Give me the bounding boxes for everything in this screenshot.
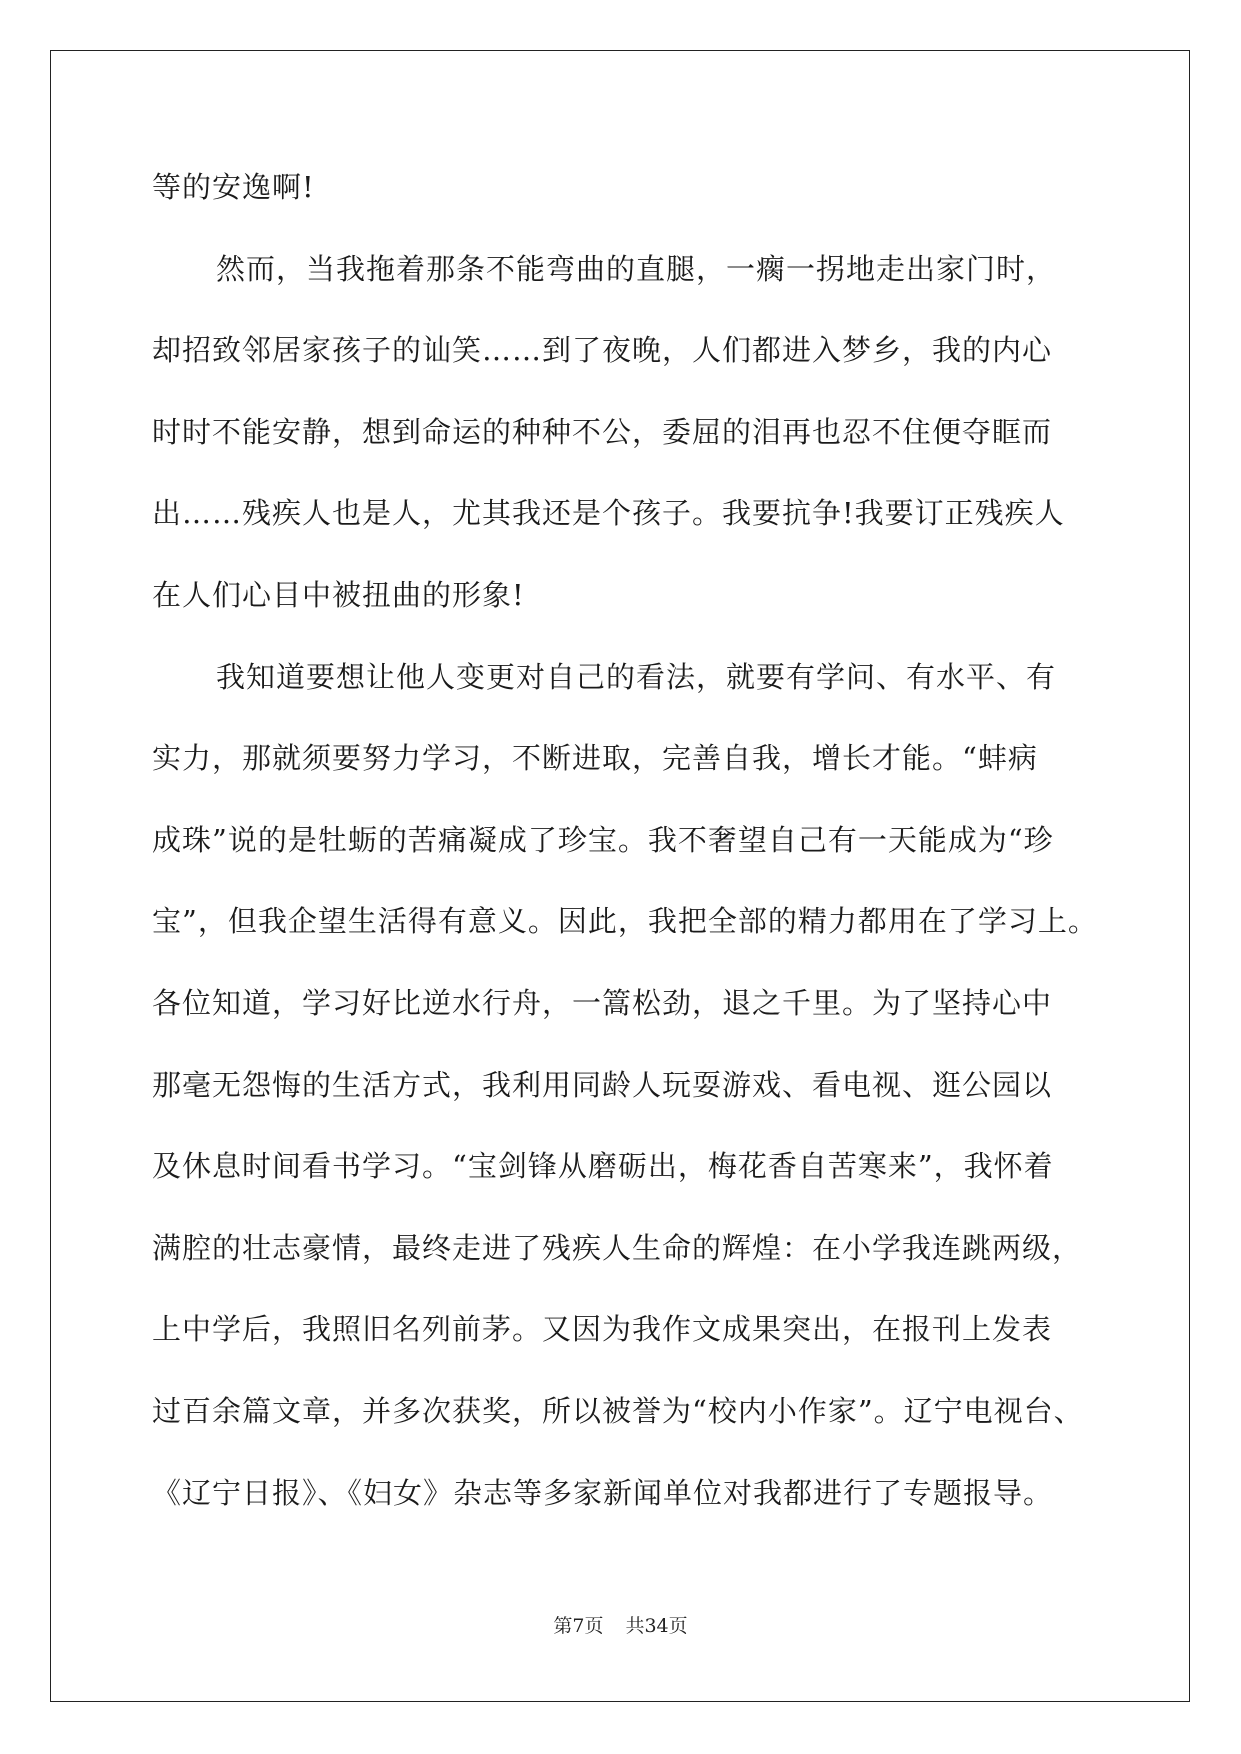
- document-body: [152, 162, 1102, 1549]
- text-line: 那毫无怨悔的生活方式，我利用同龄人玩耍游戏、看电视、逛公园以: [152, 1067, 1053, 1102]
- text-line: 《辽宁日报》、《妇女》杂志等多家新闻单位对我都进行了专题报导。: [152, 1475, 1054, 1510]
- text-line: 及休息时间看书学习。“宝剑锋从磨砺出，梅花香自苦寒来”，我怀着: [152, 1149, 1054, 1184]
- text-line: 却招致邻居家孩子的讪笑……到了夜晚，人们都进入梦乡，我的内心: [152, 333, 1053, 368]
- text-line: 上中学后，我照旧名列前茅。又因为我作文成果突出，在报刊上发表: [152, 1312, 1053, 1347]
- text-line: 成珠”说的是牡蛎的苦痛凝成了珍宝。我不奢望自己有一天能成为“珍: [152, 822, 1054, 857]
- text-line: 满腔的壮志豪情，最终走进了残疾人生命的辉煌：在小学我连跳两级，: [152, 1230, 1083, 1265]
- page-footer: [0, 1611, 1241, 1638]
- total-page-count: 共34页: [625, 1615, 688, 1637]
- text-line: 实力，那就须要努力学习，不断进取，完善自我，增长才能。“蚌病: [152, 741, 1038, 776]
- text-line: 时时不能安静，想到命运的种种不公，委屈的泪再也忍不住便夺眶而: [152, 414, 1053, 449]
- text-line: 各位知道，学习好比逆水行舟，一篙松劲，退之千里。为了坚持心中: [152, 985, 1053, 1020]
- text-line: 我知道要想让他人变更对自己的看法，就要有学问、有水平、有: [216, 659, 1057, 694]
- text-line: 过百余篇文章，并多次获奖，所以被誉为“校内小作家”。辽宁电视台、: [152, 1393, 1084, 1428]
- text-line: 出……残疾人也是人，尤其我还是个孩子。我要抗争!我要订正残疾人: [152, 496, 1065, 531]
- text-line: 在人们心目中被扭曲的形象!: [152, 577, 525, 612]
- text-line: 等的安逸啊!: [152, 170, 315, 204]
- text-line: 然而，当我拖着那条不能弯曲的直腿，一瘸一拐地走出家门时，: [216, 251, 1057, 286]
- current-page-number: 第7页: [553, 1615, 604, 1637]
- text-line: 宝”，但我企望生活得有意义。因此，我把全部的精力都用在了学习上。: [152, 904, 1098, 939]
